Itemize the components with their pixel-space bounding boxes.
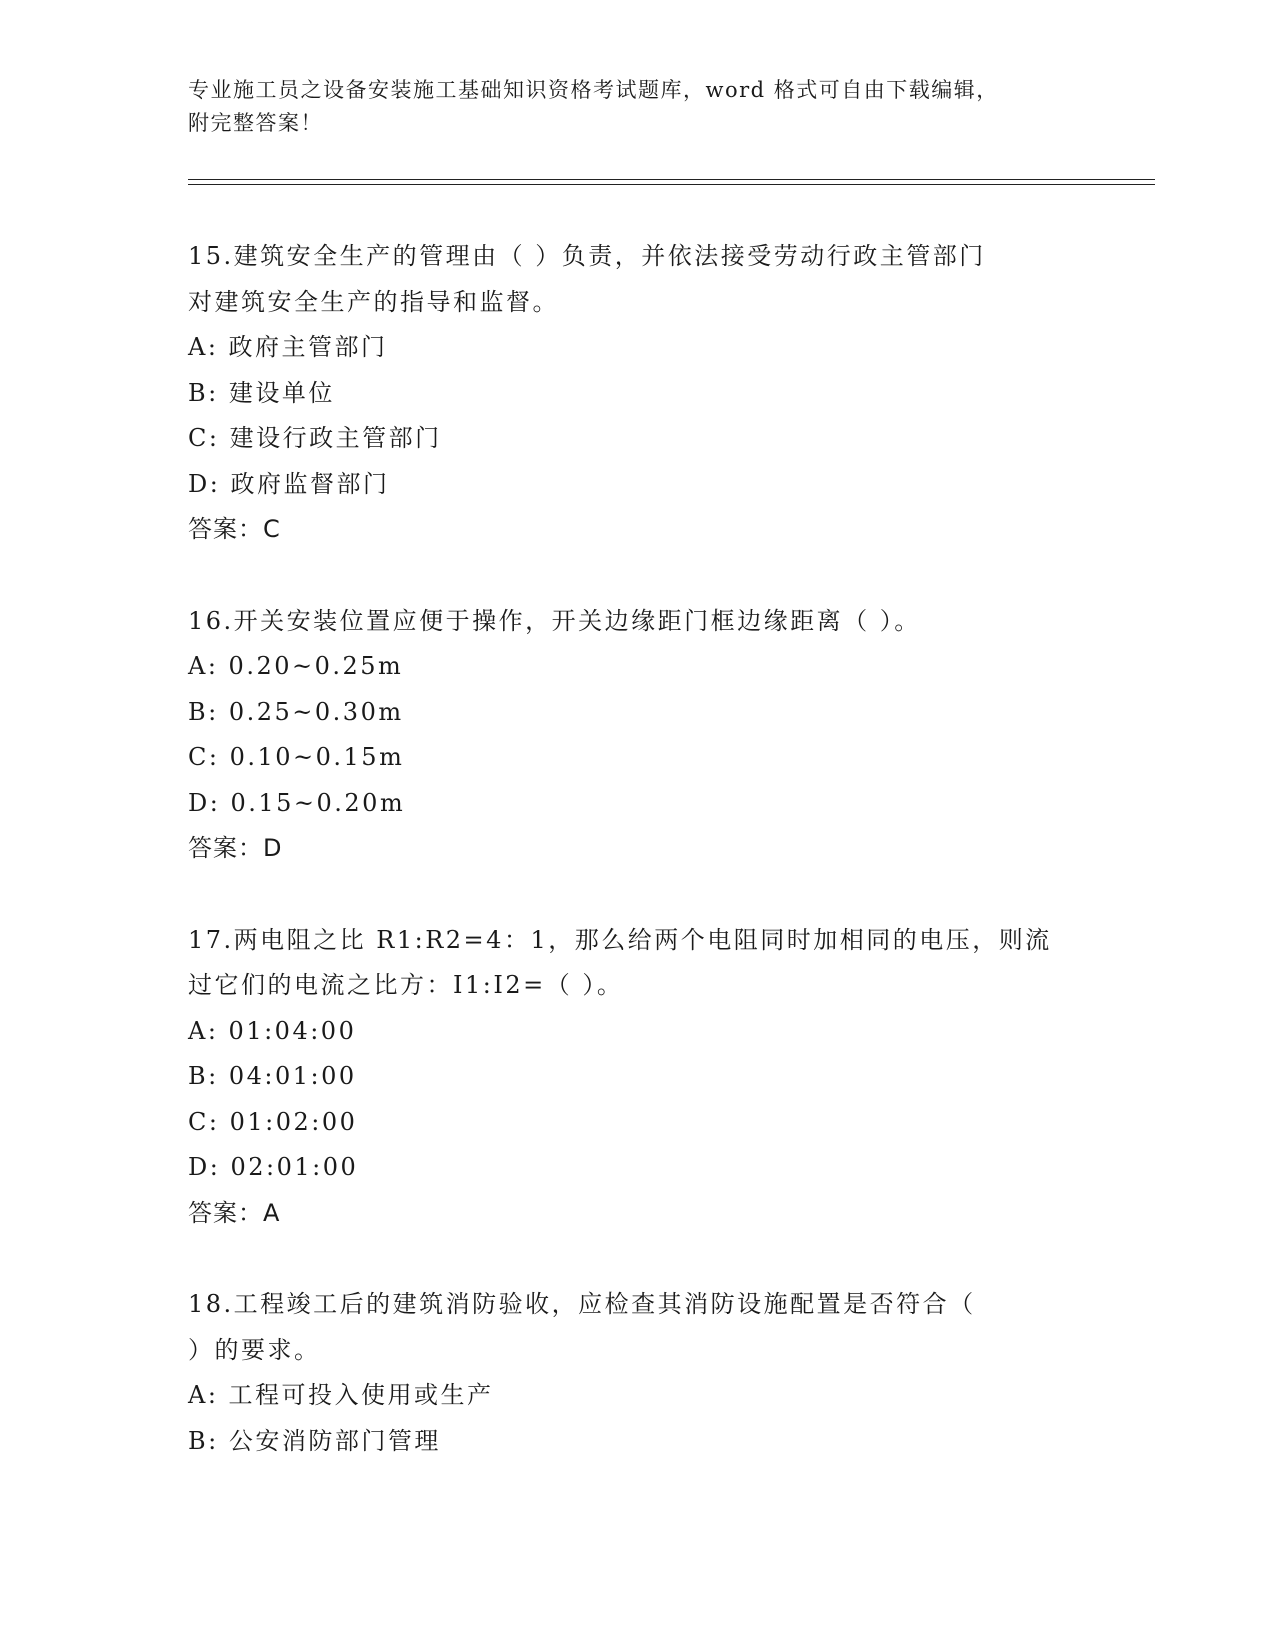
option-c: C: 建设行政主管部门: [188, 424, 442, 452]
question-stem-line: 15.建筑安全生产的管理由（ ）负责，并依法接受劳动行政主管部门: [188, 242, 986, 270]
option-a: A: 01:04:00: [188, 1016, 357, 1045]
option-d: D: 0.15~0.20m: [188, 788, 406, 817]
option-d: D: 政府监督部门: [188, 469, 390, 498]
question-17: [188, 918, 1088, 1237]
option-b: B: 公安消防部门管理: [188, 1426, 441, 1455]
question-stem: [188, 599, 1088, 645]
header-divider: [188, 179, 1155, 180]
option-c: C: 0.10~0.15m: [188, 743, 405, 771]
option-a: A: 0.20~0.25m: [188, 652, 404, 680]
question-15: [188, 234, 1088, 553]
question-stem-line: 17.两电阻之比 R1:R2=4：1，那么给两个电阻同时加相同的电压，则流: [188, 925, 1052, 954]
question-16: [188, 599, 1088, 872]
question-stem-line: 对建筑安全生产的指导和监督。: [188, 287, 559, 316]
header-divider-second: [188, 184, 1155, 185]
question-18: [188, 1282, 1088, 1464]
question-stem-line: 16.开关安装位置应便于操作，开关边缘距门框边缘距离（ ）。: [188, 606, 921, 635]
question-stem: [188, 234, 1088, 325]
option-c: C: 01:02:00: [188, 1107, 358, 1136]
option-d: D: 02:01:00: [188, 1153, 359, 1181]
option-a: A: 工程可投入使用或生产: [188, 1381, 494, 1409]
question-stem: [188, 918, 1088, 1009]
header-line-1: 专业施工员之设备安装施工基础知识资格考试题库，word 格式可自由下载编辑，: [188, 78, 999, 102]
option-a: A: 政府主管部门: [188, 333, 388, 361]
question-stem-line: 过它们的电流之比方：I1:I2=（ ）。: [188, 971, 624, 999]
document-header: [188, 74, 1088, 140]
option-b: B: 建设单位: [188, 378, 335, 407]
question-stem: [188, 1282, 1088, 1373]
option-b: B: 04:01:00: [188, 1062, 357, 1090]
question-stem-line: ）的要求。: [188, 1335, 321, 1364]
question-list: [188, 234, 1088, 1510]
answer-line: 答案：A: [188, 1198, 281, 1227]
option-b: B: 0.25~0.30m: [188, 697, 404, 726]
header-line-2: 附完整答案！: [188, 111, 323, 135]
answer-line: 答案：D: [188, 834, 283, 862]
answer-line: 答案：C: [188, 515, 281, 543]
question-stem-line: 18.工程竣工后的建筑消防验收，应检查其消防设施配置是否符合（: [188, 1290, 976, 1318]
